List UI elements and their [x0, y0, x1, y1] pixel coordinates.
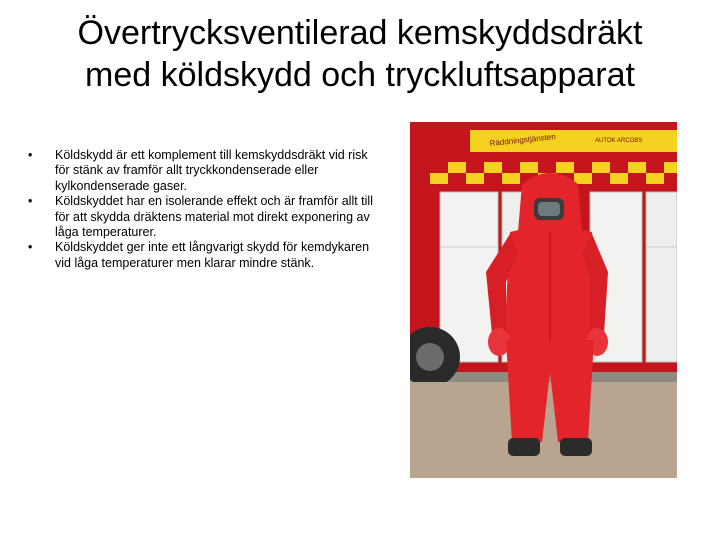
bullet-text: Köldskyddet har en isolerande effekt och är framför allt till för att skydda dräktens material mot direkt exponering av låga temperaturer. [55, 194, 373, 240]
bullet-item [28, 194, 380, 240]
bullet-item [28, 240, 380, 271]
person-in-red-chemical-protective-suit-icon [410, 122, 677, 478]
bullet-item [28, 148, 380, 194]
slide-title-line-1: Övertrycksventilerad kemskyddsdräkt [77, 14, 643, 52]
vehicle-text-side: AUTOK ARCOBS [595, 138, 643, 144]
bullet-list [28, 148, 380, 271]
bullet-text: Köldskydd är ett komplement till kemskyddsdräkt vid risk för stänk av framför allt tryckkondenserade eller kylkondenserade gaser. [55, 148, 368, 193]
bullet-text: Köldskyddet ger inte ett långvarigt skydd för kemdykaren vid låga temperaturer men klarar mindre stänk. [55, 240, 370, 270]
vehicle-text-top: Räddningstjänsten [489, 132, 557, 148]
slide-title [20, 12, 700, 96]
bullet-marker: • [28, 194, 33, 209]
slide-title-line-2: med köldskydd och tryckluftsapparat [85, 56, 635, 94]
suit-photo [410, 122, 677, 478]
bullet-marker: • [28, 240, 33, 255]
bullet-marker: • [28, 148, 33, 162]
